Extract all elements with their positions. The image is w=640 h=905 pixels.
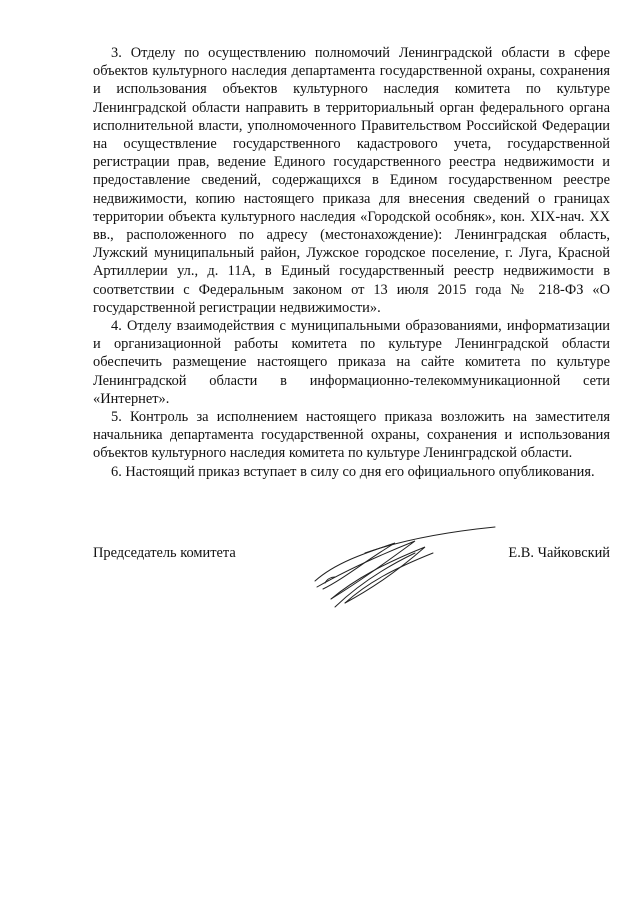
paragraph-6: 6. Настоящий приказ вступает в силу со дня его официального опубликования. (111, 463, 595, 480)
paragraph-3: 3. Отделу по осуществлению полномочий Ленинградской области в сфере объектов культурного наследия департамента государственной охраны, сохранения и использования объектов культурного наследия комитета по культуре Ленинградской области направить в территориальный орган федерального органа исполнительной власти, уполномоченного Правительством Российской Федерации на осуществление государственного кадастрового учета, государственной регистрации прав, ведение Единого государственного реестра недвижимости и предоставление сведений, содержащихся в Едином государственном реестре недвижимости, копию настоящего приказа для внесения сведений о границах территории объекта культурного наследия «Городской особняк», кон. XIX-нач. XX вв., расположенного по адресу (местонахождение): Ленинградская область, Лужский муниципальный район, Лужское городское поселение, г. Луга, Красной Артиллерии ул., д. 11А, в Единый государственный реестр недвижимости в соответствии с Федеральным законом от 13 июля 2015 года № 218-ФЗ «О государственной регистрации недвижимости». (93, 45, 610, 316)
handwritten-signature (305, 523, 500, 609)
signatory-name: Е.В. Чайковский (508, 545, 610, 561)
paragraph-5: 5. Контроль за исполнением настоящего приказа возложить на заместителя начальника департамента государственной охраны, сохранения и использования объектов культурного наследия комитета по культуре Ленинградской области. (93, 409, 610, 462)
document-body (93, 44, 610, 481)
signatory-title: Председатель комитета (93, 545, 236, 561)
paragraph-4: 4. Отделу взаимодействия с муниципальными образованиями, информатизации и организационной работы комитета по культуре Ленинградской области обеспечить размещение настоящего приказа на сайте комитета по культуре Ленинградской области в информационно-телекоммуникационной сети «Интернет». (93, 318, 610, 407)
